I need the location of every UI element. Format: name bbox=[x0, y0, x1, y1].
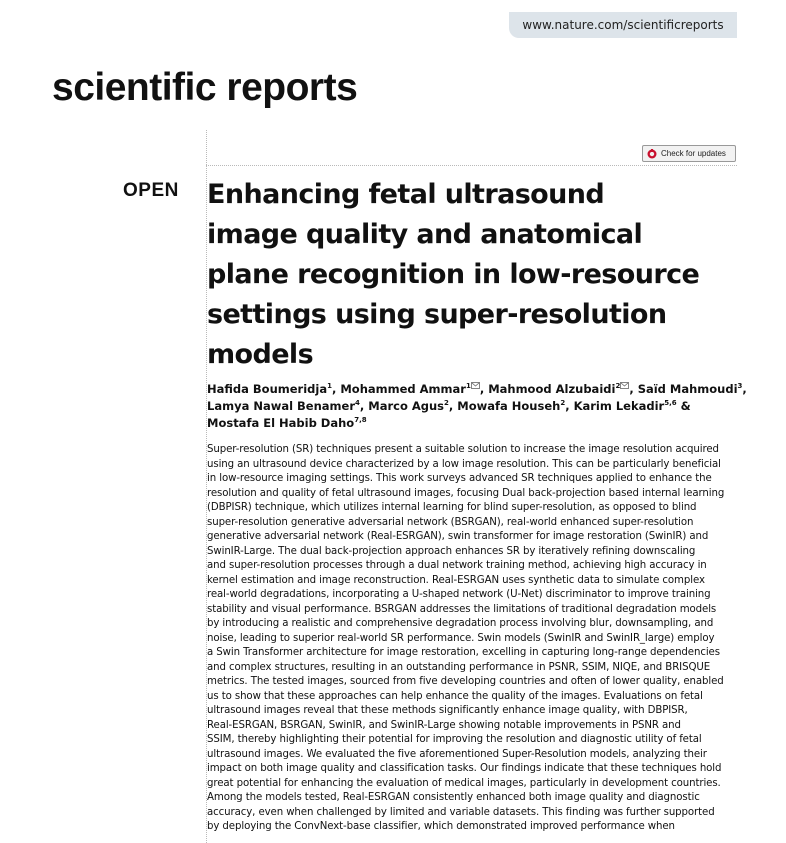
title-line: Enhancing fetal ultrasound bbox=[207, 179, 605, 210]
abstract-line: using an ultrasound device characterized by a low image resolution. This can be particularly beneficial bbox=[207, 458, 721, 470]
abstract-line: SwinIR-Large. The dual back-projection approach enhances SR by iteratively refining downscaling bbox=[207, 545, 696, 557]
abstract-line: and super-resolution processes through a dual network training method, achieving high accuracy in bbox=[207, 560, 707, 571]
title-line: image quality and anatomical bbox=[207, 219, 643, 250]
title-line: plane recognition in low-resource bbox=[207, 259, 700, 290]
journal-logo-bold: scientific bbox=[52, 66, 217, 109]
abstract-line: Super-resolution (SR) techniques present a suitable solution to increase the image resolution acquired bbox=[207, 444, 719, 455]
abstract-line: ultrasound images reveal that these methods significantly enhance image quality, with DBPISR, bbox=[207, 705, 688, 716]
check-for-updates-button[interactable] bbox=[642, 145, 736, 162]
abstract-line: impact on both image quality and classification tasks. Our findings indicate that these techniques hold bbox=[207, 763, 722, 774]
author-name[interactable]: Mostafa El Habib Daho bbox=[207, 416, 355, 430]
author-name[interactable]: Mahmood Alzubaidi bbox=[488, 382, 616, 396]
author-line: Lamya Nawal Benamer$^4$, Marco Agus$^2$, Mowafa Househ$^2$, Karim Lekadir$^{5,6}$ & bbox=[207, 399, 691, 413]
author-name[interactable]: Mowafa Househ bbox=[457, 399, 561, 413]
abstract bbox=[207, 443, 747, 835]
abstract-line: (DBPISR) technique, which utilizes internal learning for blind super-resolution, as opposed to blind bbox=[207, 502, 697, 513]
author-affiliation[interactable]: 2 bbox=[560, 399, 566, 407]
abstract-line: kernel estimation and image reconstruction. Real-ESRGAN uses synthetic data to simulate complex bbox=[207, 574, 705, 586]
abstract-line: great potential for enhancing the evaluation of medical images, particularly in development countries. bbox=[207, 777, 721, 789]
check-updates-icon bbox=[647, 149, 657, 159]
author-affiliation[interactable]: 2 bbox=[615, 382, 621, 390]
abstract-line: by deploying the ConvNext-base classifier, which demonstrated improved performance when bbox=[207, 821, 675, 832]
author-affiliation[interactable]: 5,6 bbox=[664, 399, 677, 407]
layout-divider-horizontal bbox=[206, 165, 737, 166]
author-name[interactable]: Marco Agus bbox=[368, 399, 445, 413]
journal-url[interactable]: www.nature.com/scientificreports bbox=[509, 12, 737, 38]
abstract-line: resolution and quality of fetal ultrasound images, focusing Dual back-projection based internal learning bbox=[207, 487, 725, 499]
abstract-line: super-resolution generative adversarial network (BSRGAN), real-world enhanced super-resolution bbox=[207, 516, 694, 528]
abstract-line: a Swin Transformer architecture for image restoration, excelling in capturing long-range dependencies bbox=[207, 647, 720, 658]
abstract-line: real-world degradations, incorporating a U-shaped network (U-Net) discriminator to improve training bbox=[207, 589, 711, 600]
author-name[interactable]: Mohammed Ammar bbox=[340, 382, 466, 396]
mail-icon[interactable] bbox=[471, 382, 480, 389]
author-name[interactable]: Hafida Boumeridja bbox=[207, 382, 328, 396]
title-line: settings using super-resolution bbox=[207, 299, 667, 330]
author-name[interactable]: Lamya Nawal Benamer bbox=[207, 399, 356, 413]
abstract-line: by introducing a realistic and comprehensive degradation process involving blur, downsampling, and bbox=[207, 618, 714, 629]
open-access-label: OPEN bbox=[123, 180, 179, 201]
abstract-line: Real-ESRGAN, BSRGAN, SwinIR, and SwinIR-Large showing notable improvements in PSNR and bbox=[207, 719, 681, 731]
author-name[interactable]: Saïd Mahmoudi bbox=[637, 382, 738, 396]
title-line: models bbox=[207, 339, 314, 370]
abstract-line: metrics. The tested images, sourced from five developing countries and often of lower quality, enabled bbox=[207, 676, 724, 687]
author-affiliation[interactable]: 1 bbox=[465, 382, 471, 390]
abstract-line: accuracy, even when challenged by limited and variable datasets. This finding was further supported bbox=[207, 806, 715, 818]
author-affiliation[interactable]: 4 bbox=[355, 399, 360, 407]
author-name[interactable]: Karim Lekadir bbox=[573, 399, 665, 413]
abstract-line: stability and visual performance. BSRGAN addresses the limitations of traditional degradation models bbox=[207, 603, 717, 615]
abstract-line: and complex structures, resulting in an outstanding performance in PSNR, SSIM, NIQE, and BRISQUE bbox=[207, 661, 711, 673]
author-line bbox=[207, 415, 727, 432]
mail-icon[interactable] bbox=[620, 382, 629, 389]
author-line: Hafida Boumeridja$^1$, Mohammed Ammar$^1$ , Mahmood Alzubaidi$^2$ , Saïd Mahmoudi$^3$, bbox=[207, 382, 747, 396]
author-list bbox=[207, 381, 747, 432]
abstract-line: SSIM, thereby highlighting their potential for improving the resolution and diagnostic utility of fetal bbox=[207, 734, 702, 745]
author-affiliation[interactable]: 2 bbox=[444, 399, 449, 407]
check-for-updates-label: Check for updates bbox=[661, 149, 726, 158]
journal-logo[interactable] bbox=[52, 62, 357, 114]
abstract-line: us to show that these approaches can help enhance the quality of the images. Evaluations on fetal bbox=[207, 690, 703, 702]
author-affiliation[interactable]: 7,8 bbox=[354, 416, 367, 424]
journal-logo-light: reports bbox=[216, 66, 358, 109]
author-affiliation[interactable]: 3 bbox=[737, 382, 743, 390]
abstract-line: ultrasound images. We evaluated the five aforementioned Super-Resolution models, analyzing their bbox=[207, 748, 707, 760]
abstract-line: Among the models tested, Real-ESRGAN consistently enhanced both image quality and diagnostic bbox=[207, 792, 700, 803]
article-title bbox=[207, 175, 747, 375]
author-affiliation[interactable]: 1 bbox=[327, 382, 332, 390]
abstract-line: noise, leading to superior real-world SR performance. Swin models (SwinIR and SwinIR_large) employ bbox=[207, 632, 715, 644]
abstract-line: generative adversarial network (Real-ESRGAN), swin transformer for image restoration (SwinIR) and bbox=[207, 531, 709, 542]
abstract-line: in low-resource imaging settings. This work surveys advanced SR techniques applied to enhance the bbox=[207, 473, 712, 484]
